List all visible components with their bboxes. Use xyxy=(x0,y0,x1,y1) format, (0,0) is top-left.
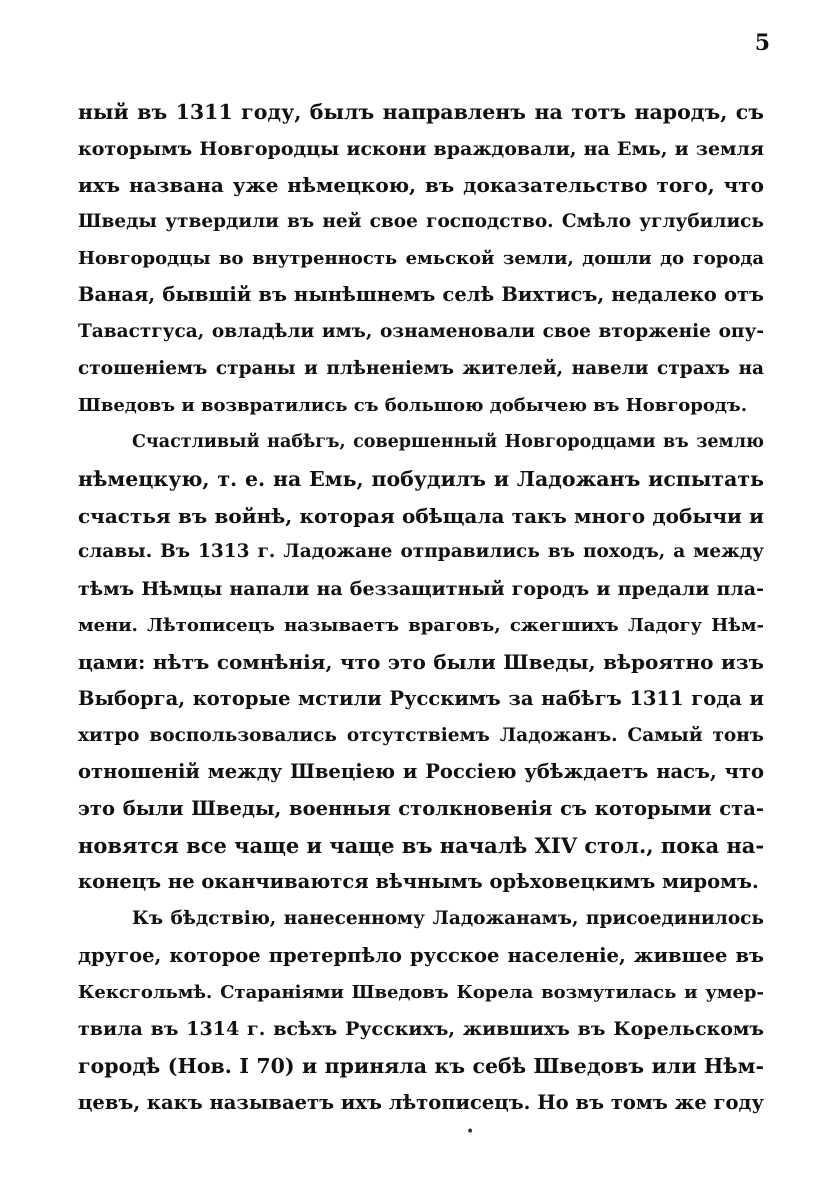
text-line: Новгородцы во внутренность емьской земли, дошли до города xyxy=(78,247,764,269)
page-number: 5 xyxy=(754,30,770,56)
text-line: Ваная, бывшій въ нынѣшнемъ селѣ Вихтисъ, недалеко отъ xyxy=(78,283,764,307)
text-line: новятся все чаще и чаще въ началѣ XIV стол., пока на- xyxy=(78,832,764,858)
text-line: Шведы утвердили въ ней свое господство. Смѣло углубились xyxy=(78,211,764,233)
text-line: отношеній между Швеціею и Россіею убѣждаетъ насъ, что xyxy=(78,760,764,784)
text-line: счастья въ войнѣ, которая обѣщала такъ много добычи и xyxy=(78,503,764,528)
footer-mark: • xyxy=(466,1124,475,1140)
paragraph-start-line: Счастливый набѣгъ, совершенный Новгородцами въ землю xyxy=(132,432,764,453)
text-line: это были Шведы, военныя столкновенія съ которыми ста- xyxy=(78,797,764,821)
text-line: другое, которое претерпѣло русское населеніе, жившее въ xyxy=(78,943,764,967)
text-line: Кексгольмѣ. Стараніями Шведовъ Корела возмутилась и умер- xyxy=(78,981,764,1003)
text-line: нѣмецкую, т. е. на Емь, побудилъ и Ладожанъ испытать xyxy=(78,466,764,491)
body-text xyxy=(78,94,764,1121)
text-line: ный въ 1311 году, былъ направленъ на тотъ народъ, съ xyxy=(78,100,764,124)
text-line: Тавастгуса, овладѣли имъ, ознаменовали свое вторженіе опу- xyxy=(78,321,764,343)
text-line: конецъ не оканчиваются вѣчнымъ орѣховецкимъ миромъ. xyxy=(78,870,759,894)
text-line: цами: нѣтъ сомнѣнія, что это были Шведы, вѣроятно изъ xyxy=(78,650,764,675)
text-line: Выборга, которые мстили Русскимъ за набѣгъ 1311 года и xyxy=(78,687,764,710)
text-line: тѣмъ Нѣмцы напали на беззащитный городъ и предали пла- xyxy=(78,577,764,600)
text-line: которымъ Новгородцы искони враждовали, на Емь, и земля xyxy=(78,137,764,160)
paragraph-start-line: Къ бѣдствію, нанесенному Ладожанамъ, присоединилось xyxy=(132,908,764,930)
text-line: стошеніемъ страны и плѣненіемъ жителей, навели страхъ на xyxy=(78,357,764,379)
text-line: хитро воспользовались отсутствіемъ Ладожанъ. Самый тонъ xyxy=(78,724,764,746)
text-line: славы. Въ 1313 г. Ладожане отправились въ походъ, а между xyxy=(78,541,764,563)
text-line: мени. Лѣтописецъ называетъ враговъ, сжегшихъ Ладогу Нѣм- xyxy=(78,614,764,636)
text-line: Шведовъ и возвратились съ большою добычею въ Новгородъ. xyxy=(78,394,747,416)
text-line: ихъ названа уже нѣмецкою, въ доказательство того, что xyxy=(78,173,764,198)
text-line: городѣ (Нов. I 70) и приняла къ себѣ Шведовъ или Нѣм- xyxy=(78,1053,764,1078)
text-line: твила въ 1314 г. всѣхъ Русскихъ, жившихъ въ Корельскомъ xyxy=(78,1018,764,1041)
text-line: цевъ, какъ называетъ ихъ лѣтописецъ. Но въ томъ же году xyxy=(78,1090,764,1114)
